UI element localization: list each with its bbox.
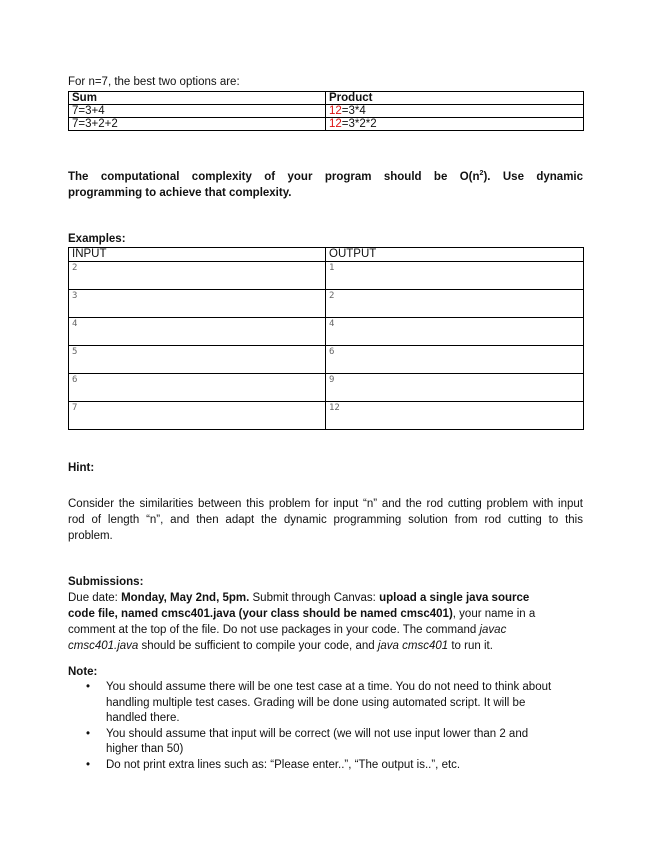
note-item <box>68 680 583 727</box>
examples-row <box>69 290 584 318</box>
input-cell: 4 <box>69 318 326 346</box>
due-date: Monday, May 2nd, 5pm. <box>121 592 250 604</box>
product-value: 12 <box>329 105 342 117</box>
input-cell: 5 <box>69 346 326 374</box>
complexity-paragraph <box>68 166 583 201</box>
output-cell: 4 <box>326 318 584 346</box>
sum-cell: 7=3+2+2 <box>69 118 326 131</box>
header-input: INPUT <box>69 248 326 262</box>
sum-cell: 7=3+4 <box>69 105 326 118</box>
options-table-header <box>69 92 584 105</box>
product-expression: =3*2*2 <box>341 118 377 130</box>
bullet-icon: • <box>86 681 91 693</box>
hint-line: rod of length “n”, and then adapt the dynamic programming solution from rod cutting to this <box>68 514 583 526</box>
submissions-label: Submissions: <box>68 576 144 588</box>
options-table <box>68 91 584 131</box>
due-prefix: Due date: <box>68 592 122 604</box>
submissions-line <box>68 590 583 606</box>
input-cell: 2 <box>69 262 326 290</box>
hint-line: problem. <box>68 530 113 542</box>
submissions-line <box>68 622 583 638</box>
submissions-text: should be sufficient to compile your code, and <box>138 640 378 652</box>
examples-row <box>69 262 584 290</box>
complexity-text: The computational complexity of your program should be O(n <box>68 170 480 183</box>
hint-paragraph <box>68 496 583 544</box>
submissions-line <box>68 638 583 654</box>
note-line: higher than 50) <box>106 743 184 755</box>
hint-line: Consider the similarities between this problem for input “n” and the rod cutting problem with input <box>68 498 583 510</box>
output-cell: 12 <box>326 402 584 430</box>
note-label: Note: <box>68 666 98 678</box>
note-item <box>68 727 583 758</box>
output-cell: 9 <box>326 374 584 402</box>
output-cell: 2 <box>326 290 584 318</box>
note-list <box>68 680 583 773</box>
submissions-text: to run it. <box>448 640 493 652</box>
examples-row <box>69 318 584 346</box>
submissions-paragraph <box>68 590 583 654</box>
output-cell: 6 <box>326 346 584 374</box>
input-cell: 6 <box>69 374 326 402</box>
submit-text: Submit through Canvas: <box>249 592 380 604</box>
file-name-instruction: code file, named cmsc401.java (your class should be named cmsc401) <box>68 608 453 620</box>
note-line: handled there. <box>106 712 180 724</box>
examples-header <box>69 248 584 262</box>
header-product: Product <box>326 92 584 105</box>
complexity-line-2: programming to achieve that complexity. <box>68 186 292 199</box>
options-table-row <box>69 105 584 118</box>
java-command: java cmsc401 <box>377 640 449 652</box>
javac-command: javac <box>479 624 507 636</box>
product-expression: =3*4 <box>341 105 366 117</box>
hint-label: Hint: <box>68 462 95 474</box>
examples-row <box>69 402 584 430</box>
complexity-exponent: 2 <box>479 170 484 177</box>
header-sum: Sum <box>69 92 326 105</box>
examples-label: Examples: <box>68 233 126 245</box>
input-cell: 7 <box>69 402 326 430</box>
complexity-text-end: ). Use dynamic <box>483 170 584 183</box>
bullet-icon: • <box>86 727 91 740</box>
submissions-text: , your name in a <box>452 608 536 620</box>
note-line: handling multiple test cases. Grading will be done using automated script. It will be <box>106 696 526 709</box>
product-cell <box>326 105 584 118</box>
note-item <box>68 758 583 774</box>
product-value: 12 <box>329 118 342 130</box>
submissions-text: comment at the top of the file. Do not use packages in your code. The command <box>68 624 480 636</box>
note-line: Do not print extra lines such as: “Please enter..”, “The output is..”, etc. <box>106 758 461 771</box>
note-line: You should assume there will be one test case at a time. You do not need to think about <box>106 681 552 693</box>
examples-table <box>68 247 584 430</box>
note-line: You should assume that input will be correct (we will not use input lower than 2 and <box>106 727 529 740</box>
bullet-icon: • <box>86 758 91 771</box>
options-table-row <box>69 118 584 131</box>
input-cell: 3 <box>69 290 326 318</box>
upload-instruction: upload a single java source <box>379 592 530 604</box>
output-cell: 1 <box>326 262 584 290</box>
submissions-line <box>68 606 583 622</box>
header-output: OUTPUT <box>326 248 584 262</box>
intro-text: For n=7, the best two options are: <box>68 76 240 88</box>
product-cell <box>326 118 584 131</box>
complexity-line-1 <box>68 166 583 185</box>
examples-row <box>69 374 584 402</box>
javac-filename: cmsc401.java <box>68 640 139 652</box>
examples-row <box>69 346 584 374</box>
